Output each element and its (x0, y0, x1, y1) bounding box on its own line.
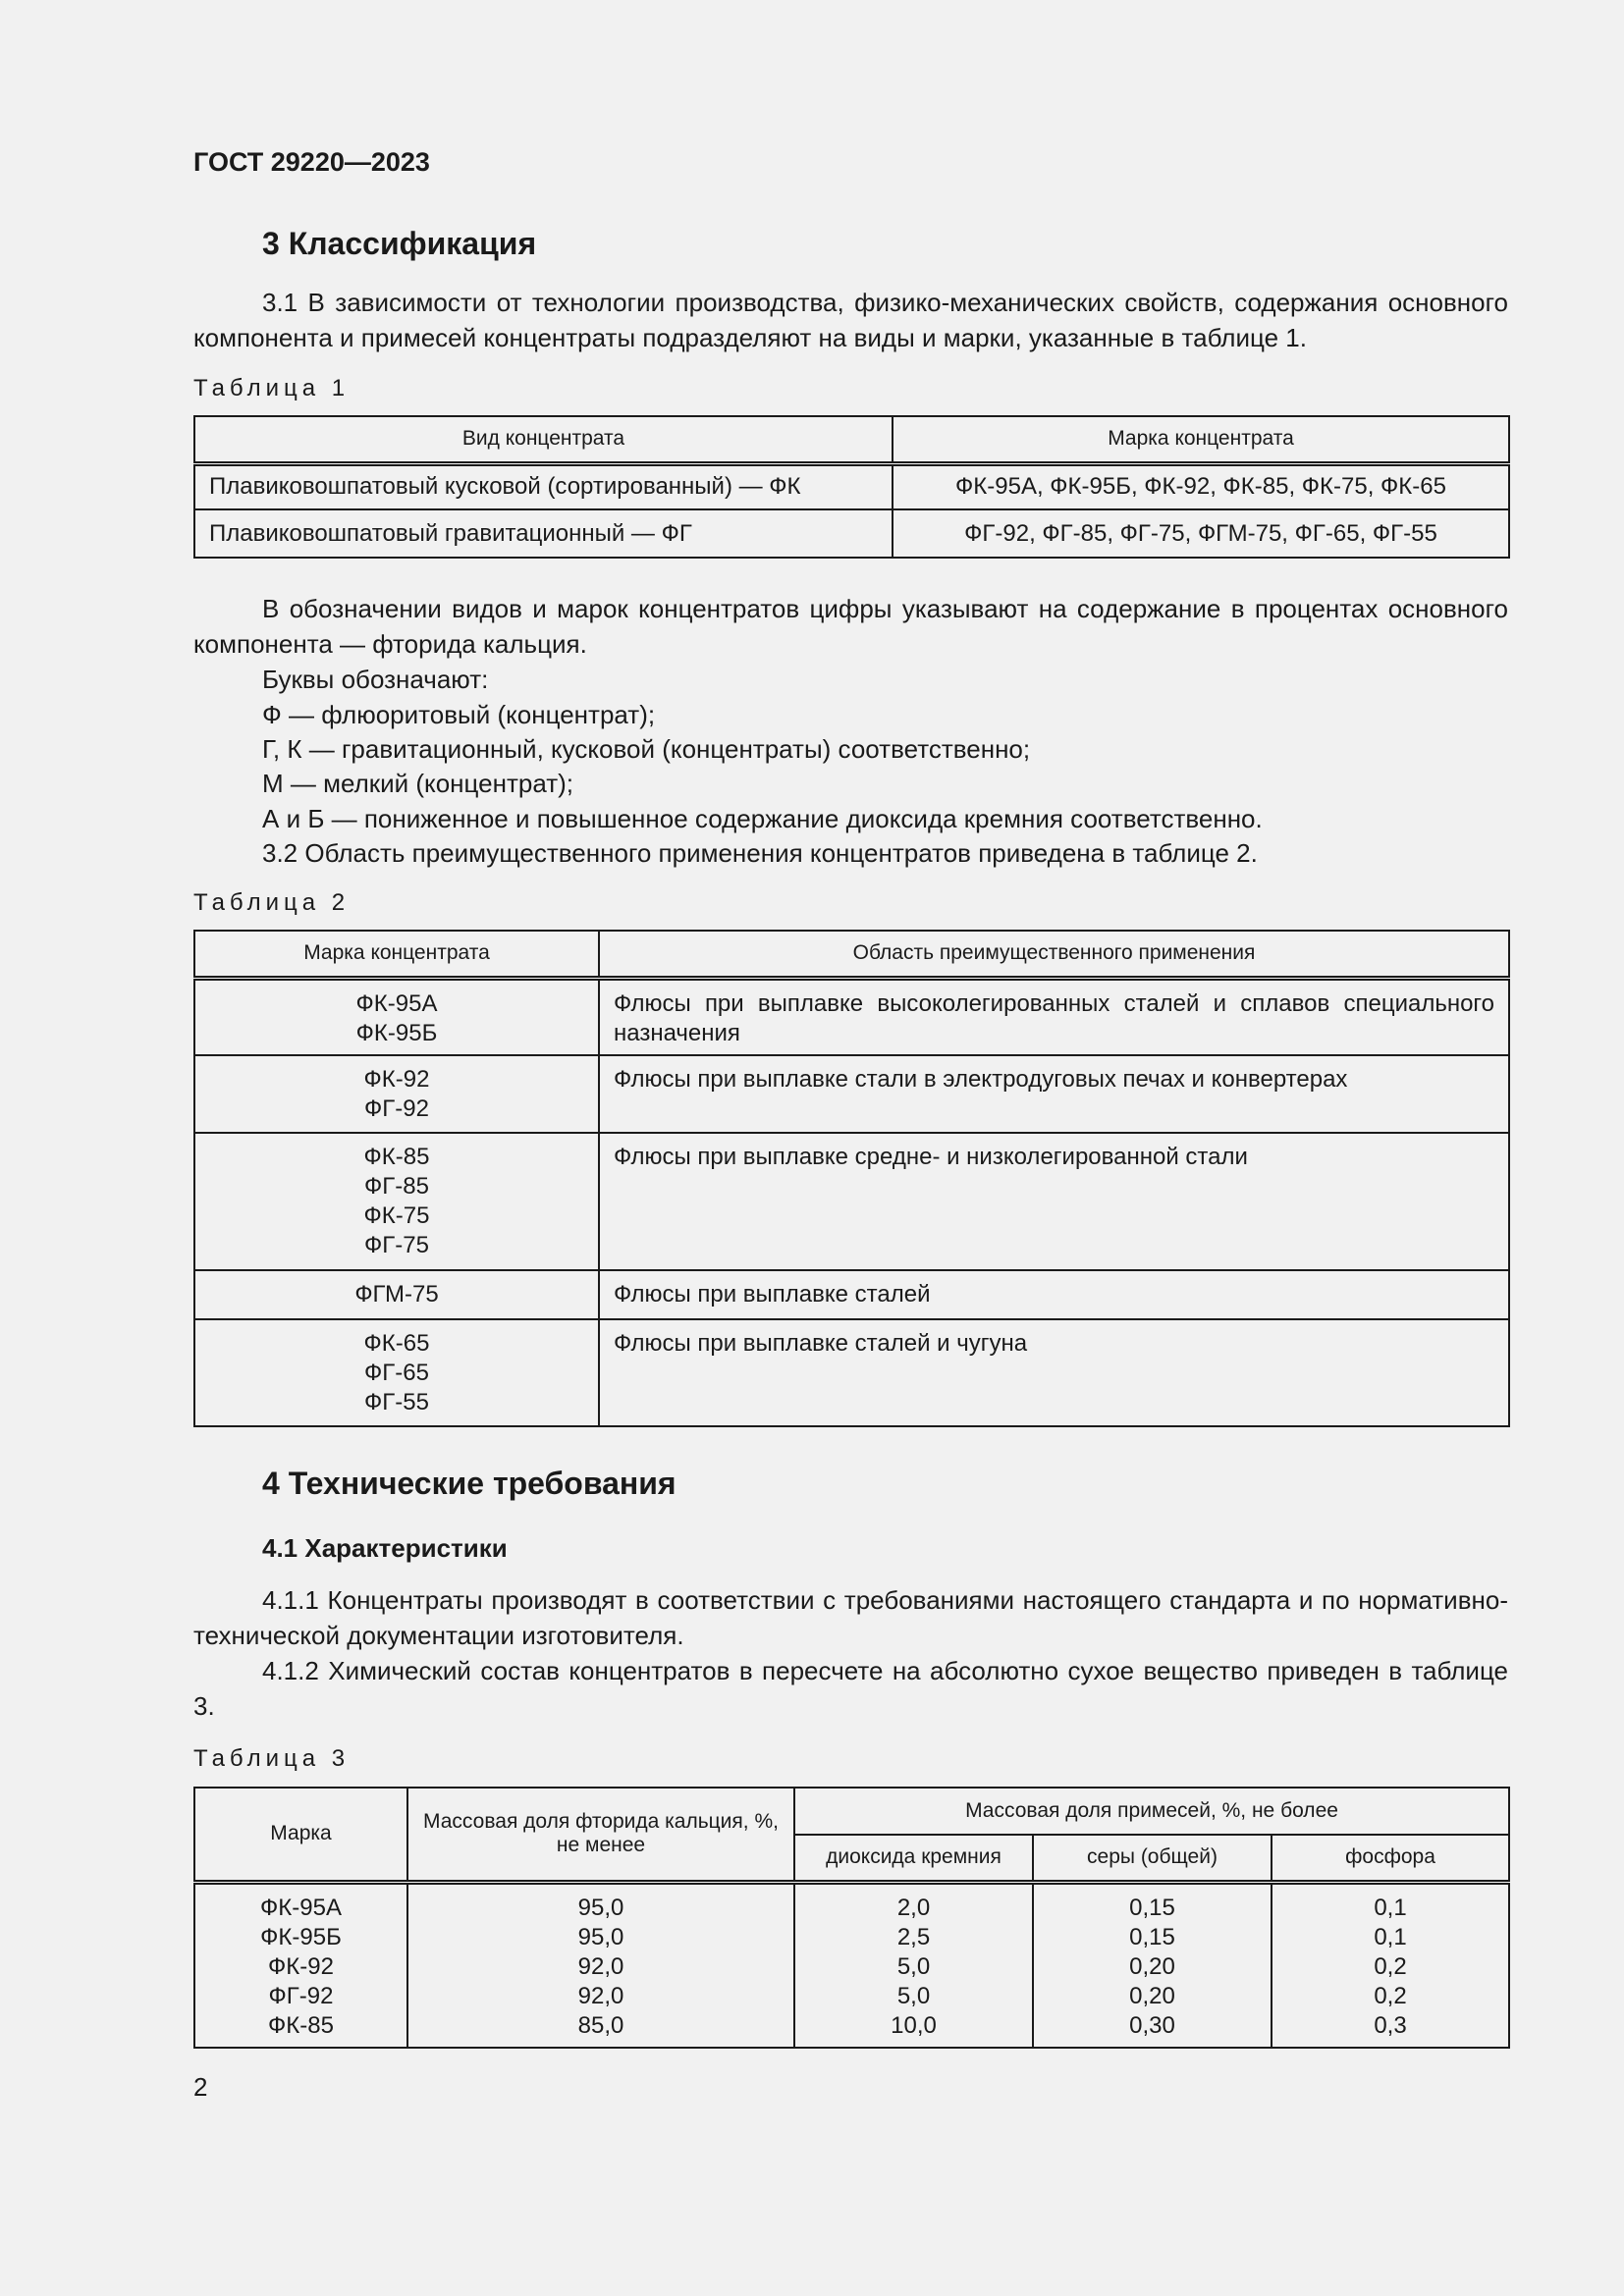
table-cell-marks: ФК-95А ФК-95Б ФК-92 ФГ-92 ФК-85 (194, 1882, 407, 2048)
table-cell-marks: ФК-95А ФК-95Б (194, 978, 599, 1055)
letter-item: А и Б — пониженное и повышенное содержание диоксида кремния соответственно. (262, 804, 1263, 833)
table-2 (193, 930, 1510, 1427)
table-cell-use: Флюсы при выплавке стали в электродуговых печах и конвертерах (599, 1055, 1509, 1133)
table-cell: ФК-95А, ФК-95Б, ФК-92, ФК-85, ФК-75, ФК-65 (893, 463, 1509, 509)
table-row (194, 1055, 1509, 1133)
table-cell-use: Флюсы при выплавке сталей и чугуна (599, 1319, 1509, 1426)
table-cell-marks: ФК-65 ФГ-65 ФГ-55 (194, 1319, 599, 1426)
page-number: 2 (193, 2072, 208, 2102)
table-1-header-type: Вид концентрата (194, 416, 893, 463)
table-3-header-sulfur: серы (общей) (1033, 1835, 1272, 1882)
paragraph-note: В обозначении видов и марок концентратов цифры указывают на содержание в процентах основного компонента — фторида кальция. (193, 594, 1508, 659)
letter-item: М — мелкий (концентрат); (262, 769, 574, 798)
table-cell-use: Флюсы при выплавке сталей (599, 1270, 1509, 1319)
letter-item: Г, К — гравитационный, кусковой (концентраты) соответственно; (262, 734, 1031, 764)
letter-item: Ф — флюоритовый (концентрат); (262, 700, 656, 729)
table-cell-use: Флюсы при выплавке средне- и низколегированной стали (599, 1133, 1509, 1270)
section-3-title: 3 Классификация (262, 226, 537, 261)
table-2-header-mark: Марка концентрата (194, 931, 599, 978)
subsection-4-1-title: 4.1 Характеристики (262, 1533, 508, 1563)
table-cell-use: Флюсы при выплавке высоколегированных сталей и сплавов специального назначения (599, 978, 1509, 1055)
table-row (194, 463, 1509, 509)
table-cell-marks: ФК-85 ФГ-85 ФК-75 ФГ-75 (194, 1133, 599, 1270)
table-cell-marks: ФГМ-75 (194, 1270, 599, 1319)
table-1-caption: Таблица 1 (193, 375, 351, 401)
table-3-caption: Таблица 3 (193, 1745, 351, 1772)
table-3-header-caf2: Массовая доля фторида кальция, %, не менее (407, 1788, 794, 1882)
table-row (194, 1319, 1509, 1426)
table-cell-phosphorus: 0,1 0,1 0,2 0,2 0,3 (1272, 1882, 1509, 2048)
paragraph-3-2: 3.2 Область преимущественного применения концентратов приведена в таблице 2. (262, 838, 1258, 868)
table-cell-sio2: 2,0 2,5 5,0 5,0 10,0 (794, 1882, 1033, 2048)
table-3 (193, 1787, 1510, 2049)
table-2-caption: Таблица 2 (193, 889, 351, 916)
table-row (194, 978, 1509, 1055)
paragraph-3-1: 3.1 В зависимости от технологии производства, физико-механических свойств, содержания основного компонента и примесей концентраты подразделяют на виды и марки, указанные в таблице 1. (193, 288, 1508, 352)
table-row (194, 509, 1509, 558)
document-code: ГОСТ 29220—2023 (193, 147, 430, 177)
table-cell: Плавиковошпатовый кусковой (сортированный) — ФК (194, 463, 893, 509)
section-4-title: 4 Технические требования (262, 1466, 677, 1501)
paragraph-4-1-1: 4.1.1 Концентраты производят в соответствии с требованиями настоящего стандарта и по нормативно-технической документации изготовителя. (193, 1585, 1508, 1650)
table-3-header-impurities: Массовая доля примесей, %, не более (794, 1788, 1509, 1835)
table-3-header-mark: Марка (194, 1788, 407, 1882)
table-3-header-phosphorus: фосфора (1272, 1835, 1509, 1882)
table-cell-sulfur: 0,15 0,15 0,20 0,20 0,30 (1033, 1882, 1272, 2048)
letters-intro: Буквы обозначают: (262, 665, 489, 694)
table-cell: Плавиковошпатовый гравитационный — ФГ (194, 509, 893, 558)
table-1-header-mark: Марка концентрата (893, 416, 1509, 463)
table-row (194, 1270, 1509, 1319)
table-row (194, 1133, 1509, 1270)
table-cell: ФГ-92, ФГ-85, ФГ-75, ФГМ-75, ФГ-65, ФГ-55 (893, 509, 1509, 558)
paragraph-4-1-2: 4.1.2 Химический состав концентратов в пересчете на абсолютно сухое вещество приведен в таблице 3. (193, 1656, 1508, 1721)
table-3-data (194, 1882, 1509, 2048)
table-cell-marks: ФК-92 ФГ-92 (194, 1055, 599, 1133)
table-2-header-use: Область преимущественного применения (599, 931, 1509, 978)
table-cell-caf2: 95,0 95,0 92,0 92,0 85,0 (407, 1882, 794, 2048)
table-3-header-sio2: диоксида кремния (794, 1835, 1033, 1882)
table-1 (193, 415, 1510, 559)
